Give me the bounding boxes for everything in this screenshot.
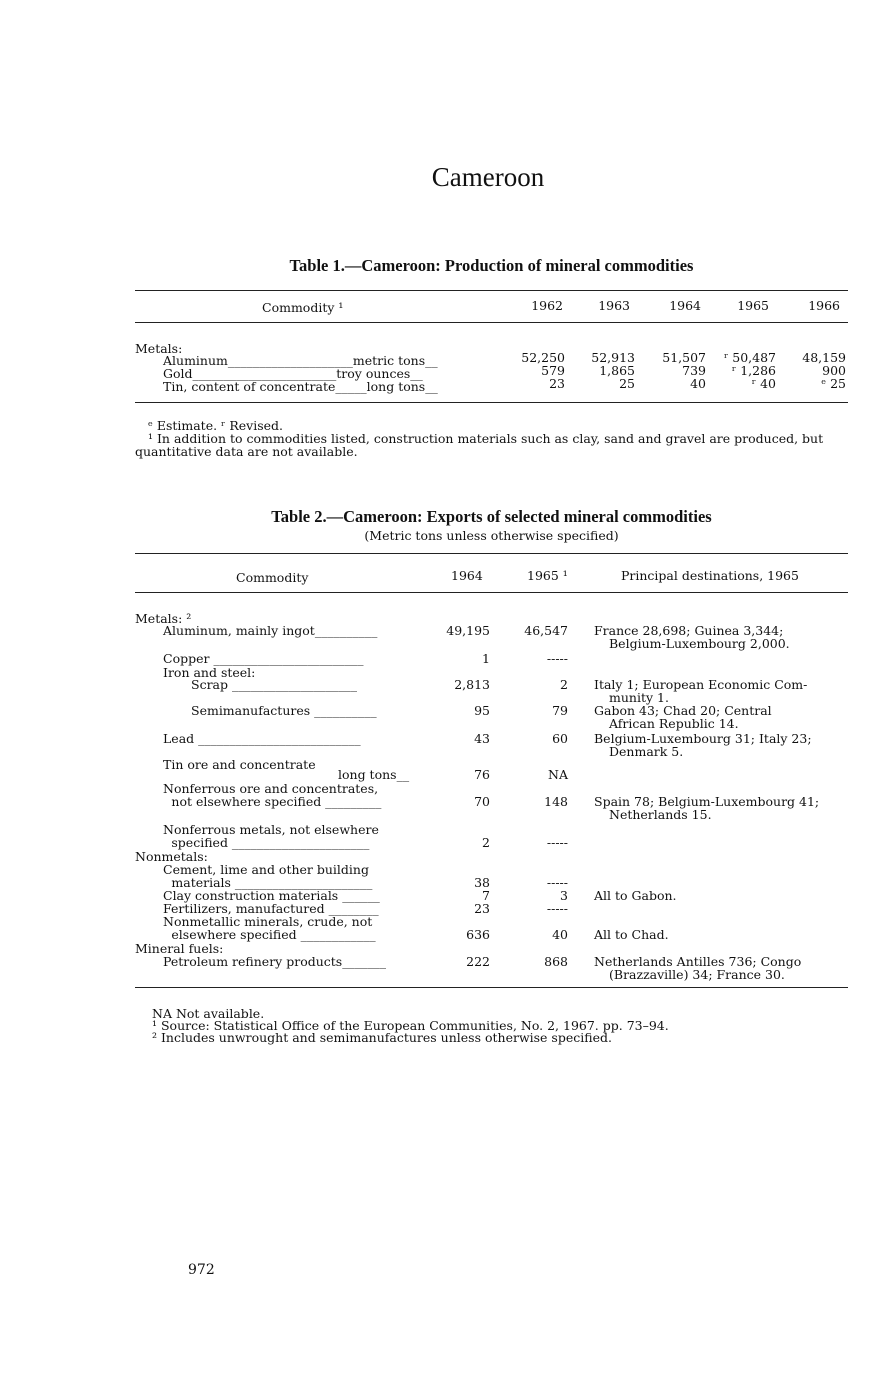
table1-cell: 739: [682, 363, 706, 378]
table2-cell-1964: 222: [466, 954, 490, 969]
table1-note-estimate: ᵉ Estimate. ʳ Revised.: [148, 418, 284, 433]
table1-cell: ᵉ 25: [821, 376, 846, 391]
table1-cell: 25: [619, 376, 635, 391]
table2-row-label: Aluminum, mainly ingot__________: [163, 623, 378, 638]
table2-cell-1964: 636: [466, 927, 490, 942]
table2-cell-1964: 95: [474, 703, 490, 718]
table2-row-label: Mineral fuels:: [135, 941, 224, 956]
table2-row-label: Cement, lime and other building: [163, 862, 369, 877]
table2-cell-destination: Spain 78; Belgium-Luxembourg 41;: [594, 794, 820, 809]
table2-cell-destination: All to Gabon.: [594, 888, 677, 903]
table1-row-label: Tin, content of concentrate_____long tons__: [163, 379, 438, 394]
table2-cell-1964: 49,195: [446, 623, 490, 638]
table2-cell-1964: 38: [474, 875, 490, 890]
page-title: Cameroon: [431, 162, 545, 192]
table2-cell-1964: 7: [482, 888, 490, 903]
table2-cell-1964: 23: [474, 901, 490, 916]
table2-cell-destination: Belgium-Luxembourg 31; Italy 23;: [594, 731, 812, 746]
table2-cell-1965: -----: [546, 835, 568, 850]
table1-header-rule: [135, 322, 848, 323]
table2-header-destinations: Principal destinations, 1965: [621, 568, 799, 583]
table2-cell-1964: 1: [482, 651, 490, 666]
table1-caption: Table 1.—Cameroon: Production of mineral commodities: [289, 256, 694, 275]
table2-cell-destination-cont: Netherlands 15.: [609, 807, 712, 822]
table1-section-metals: Metals:: [135, 341, 183, 356]
table1-header-1964: 1964: [669, 298, 701, 313]
table1-cell: 579: [541, 363, 565, 378]
table2-bottom-rule: [135, 987, 848, 988]
table2-note-na: NA Not available.: [152, 1006, 265, 1021]
table1-cell: 900: [822, 363, 846, 378]
table2-cell-1965: -----: [546, 875, 568, 890]
table1-header-1965: 1965: [737, 298, 769, 313]
table2-row-label: Nonferrous metals, not elsewhere: [163, 822, 379, 837]
table2-cell-1965: -----: [546, 651, 568, 666]
table1-header-1963: 1963: [598, 298, 630, 313]
table1-cell: ʳ 40: [751, 376, 776, 391]
table1-cell: 40: [690, 376, 706, 391]
table2-cell-1965: 3: [560, 888, 568, 903]
table2-row-label: Petroleum refinery products_______: [163, 954, 386, 969]
table2-row-label: Scrap ____________________: [191, 677, 357, 692]
table2-cell-destination: Italy 1; European Economic Com-: [594, 677, 808, 692]
table2-cell-1965: 40: [552, 927, 568, 942]
table1-row-label: Aluminum____________________metric tons__: [163, 353, 438, 368]
table2-subcaption: (Metric tons unless otherwise specified): [364, 528, 619, 543]
table2-cell-destination-cont: (Brazzaville) 34; France 30.: [609, 967, 785, 982]
table1-header-commodity: Commodity ¹: [262, 300, 344, 315]
table2-cell-destination-cont: African Republic 14.: [609, 716, 739, 731]
table1-cell: ʳ 50,487: [723, 350, 776, 365]
table2-row-label: Iron and steel:: [163, 665, 256, 680]
table2-cell-destination: All to Chad.: [594, 927, 669, 942]
table2-footnote-source: ¹ Source: Statistical Office of the European Communities, No. 2, 1967. pp. 73–94.: [152, 1018, 669, 1033]
table2-row-label: specified ______________________: [171, 835, 370, 850]
table2-cell-1965: -----: [546, 901, 568, 916]
table2-row-label: Lead __________________________: [163, 731, 361, 746]
table2-cell-1965: 2: [560, 677, 568, 692]
table2-row-label: Clay construction materials ______: [163, 888, 380, 903]
table1-top-rule: [135, 290, 848, 291]
table2-cell-1965: 79: [552, 703, 568, 718]
table2-top-rule: [135, 553, 848, 554]
table1-footnote: ¹ In addition to commodities listed, construction materials such as clay, sand and gravel are produced, but quantitative data are not available.: [135, 431, 824, 459]
table2-cell-1965: 868: [544, 954, 568, 969]
table2-cell-destination: France 28,698; Guinea 3,344;: [594, 623, 784, 638]
table1-cell: 23: [549, 376, 565, 391]
table1-cell: ʳ 1,286: [731, 363, 776, 378]
table2-header-rule: [135, 592, 848, 593]
table2-footnote-includes: ² Includes unwrought and semimanufactures unless otherwise specified.: [152, 1030, 612, 1045]
table2-header-commodity: Commodity: [236, 570, 309, 585]
table2-cell-1964: 76: [474, 767, 490, 782]
table2-row-label: elsewhere specified ____________: [171, 927, 376, 942]
table2-row-label: long tons__: [338, 767, 410, 782]
table2-cell-1965: NA: [548, 767, 568, 782]
table2-cell-1965: 148: [544, 794, 568, 809]
table2-row-label: Metals: ²: [135, 611, 192, 626]
table2-row-label: Copper ________________________: [163, 651, 364, 666]
table1-cell: 1,865: [599, 363, 635, 378]
table2-cell-destination: Netherlands Antilles 736; Congo: [594, 954, 802, 969]
table2-header-1964: 1964: [451, 568, 483, 583]
table1-header-1966: 1966: [808, 298, 840, 313]
table2-row-label: Nonferrous ore and concentrates,: [163, 781, 379, 796]
table2-cell-1964: 2: [482, 835, 490, 850]
table2-row-label: materials ______________________: [171, 875, 373, 890]
table2-cell-destination-cont: munity 1.: [609, 690, 669, 705]
table2-row-label: Semimanufactures __________: [191, 703, 377, 718]
table2-row-label: Tin ore and concentrate: [163, 757, 316, 772]
table2-cell-destination-cont: Belgium-Luxembourg 2,000.: [609, 636, 790, 651]
table1-row-label: Gold_______________________troy ounces__: [163, 366, 423, 381]
table2-row-label: not elsewhere specified _________: [171, 794, 382, 809]
table2-cell-1965: 60: [552, 731, 568, 746]
table2-cell-1964: 43: [474, 731, 490, 746]
table2-row-label: Nonmetals:: [135, 849, 208, 864]
table1-cell: 52,250: [521, 350, 565, 365]
table1-bottom-rule: [135, 402, 848, 403]
table2-row-label: Fertilizers, manufactured ________: [163, 901, 379, 916]
table1-cell: 52,913: [591, 350, 635, 365]
table1-header-1962: 1962: [531, 298, 563, 313]
page-number: 972: [188, 1262, 215, 1278]
table2-cell-1964: 2,813: [454, 677, 490, 692]
table2-cell-1964: 70: [474, 794, 490, 809]
table2-cell-1965: 46,547: [524, 623, 568, 638]
table2-cell-destination: Gabon 43; Chad 20; Central: [594, 703, 772, 718]
table2-header-1965: 1965 ¹: [527, 568, 568, 583]
table1-cell: 48,159: [802, 350, 846, 365]
table1-cell: 51,507: [662, 350, 706, 365]
table2-cell-destination-cont: Denmark 5.: [609, 744, 684, 759]
table2-caption: Table 2.—Cameroon: Exports of selected mineral commodities: [271, 507, 712, 526]
table2-row-label: Nonmetallic minerals, crude, not: [163, 914, 373, 929]
